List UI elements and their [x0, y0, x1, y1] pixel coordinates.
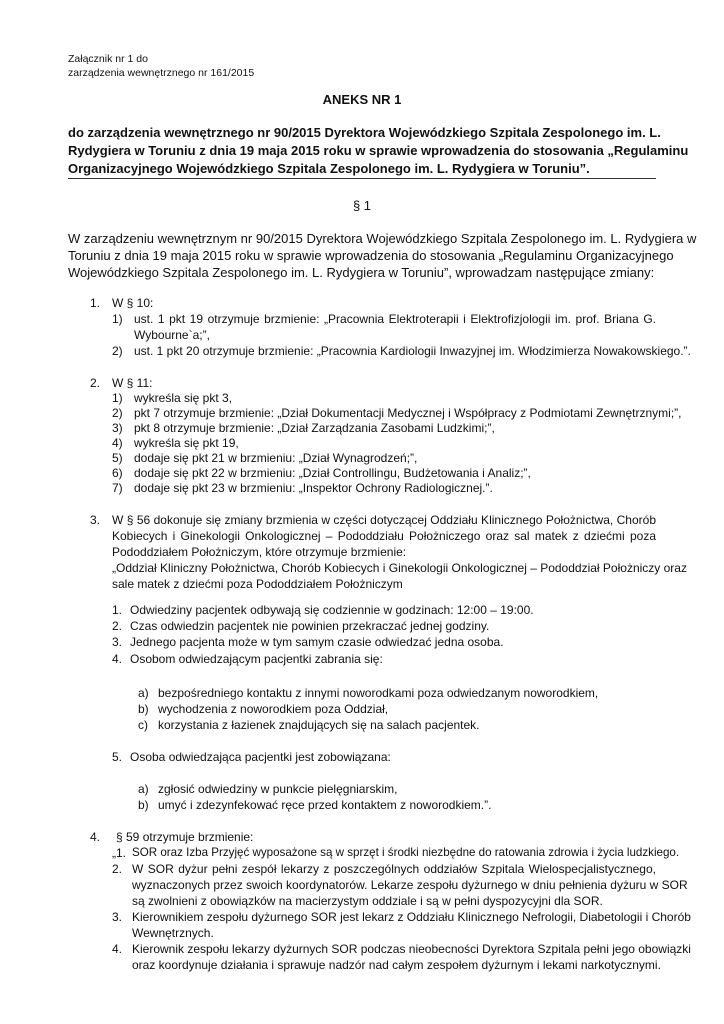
obliged-a-letter: a)	[138, 782, 149, 796]
subtitle-line-1: do zarządzenia wewnętrznego nr 90/2015 Dyrektora Wojewódzkiego Szpitala Zespolonego im. L.	[68, 125, 661, 140]
point-3-line-5: sale matek z dziećmi poza Pododdziałem Położniczym	[112, 577, 403, 591]
forbidden-c-text: korzystania z łazienek znajdujących się na salach pacjentek.	[158, 718, 480, 732]
point-2-item-6-text: dodaje się pkt 22 w brzmieniu: „Dział Controllingu, Budżetowania i Analiz;”,	[134, 466, 531, 480]
forbidden-a-text: bezpośredniego kontaktu z innymi noworodkami poza odwiedzanym noworodkiem,	[158, 686, 599, 700]
sor-item-3-line-2: Wewnętrznych.	[132, 926, 214, 940]
point-2-item-6-number: 6)	[112, 466, 123, 480]
intro-line-2: Toruniu z dnia 19 maja 2015 roku w sprawie wprowadzenia do stosowania „Regulaminu Organizacyjnego	[68, 248, 674, 263]
obliged-b-letter: b)	[138, 798, 149, 812]
point-1-number: 1.	[90, 296, 101, 310]
rule-3-text: Jednego pacjenta może w tym samym czasie odwiedzać jedna osoba.	[130, 635, 504, 649]
sor-item-4-number: 4.	[112, 942, 123, 956]
rule-1-number: 1.	[112, 603, 123, 617]
forbidden-b-text: wychodzenia z noworodkiem poza Oddział,	[158, 702, 389, 716]
point-2-item-2-text: pkt 7 otrzymuje brzmienie: „Dział Dokumentacji Medycznej i Współpracy z Podmiotami Zewnętrznymi;”,	[134, 406, 682, 420]
point-1-heading: W § 10:	[112, 296, 154, 310]
rule-2-number: 2.	[112, 619, 123, 633]
point-3-number: 3.	[90, 513, 101, 527]
point-2-item-5-text: dodaje się pkt 21 w brzmieniu: „Dział Wynagrodzeń;”,	[134, 451, 418, 465]
obliged-a-text: zgłosić odwiedziny w punkcie pielęgniarskim,	[158, 782, 398, 796]
rule-1-text: Odwiedziny pacjentek odbywają się codziennie w godzinach: 12:00 – 19:00.	[130, 603, 534, 617]
point-2-item-1-number: 1)	[112, 391, 123, 405]
section-heading: § 1	[352, 198, 372, 213]
point-2-item-2-number: 2)	[112, 406, 123, 420]
rule-4-text: Osobom odwiedzającym pacjentki zabrania się:	[130, 652, 383, 666]
intro-line-3: Wojewódzkiego Szpitala Zespolonego im. L. Rydygiera w Toruniu”, wprowadzam następujące zmiany:	[68, 265, 655, 280]
point-2-heading: W § 11:	[112, 376, 153, 390]
point-3-line-3: Pododdziałem Położniczym, które otrzymuje brzmienie:	[112, 545, 407, 559]
sor-item-4-line-2: oraz koordynuje działania i sprawuje nadzór nad całym zespołem dyżurnym i lekami narkotycznymi.	[132, 958, 661, 972]
point-1-item-1-line-1: ust. 1 pkt 19 otrzymuje brzmienie: „Pracownia Elektroterapii i Elektrofizjologii im. prof. Briana G.	[134, 312, 656, 326]
point-2-item-4-number: 4)	[112, 436, 123, 450]
intro-line-1: W zarządzeniu wewnętrznym nr 90/2015 Dyrektora Wojewódzkiego Szpitala Zespolonego im. L. Rydygiera w	[68, 231, 697, 246]
sor-item-2-line-3: są zwolnieni z obowiązków na macierzystym oddziale i są w pełni dyspozycyjni dla SOR.	[132, 894, 603, 908]
rule-2-text: Czas odwiedzin pacjentek nie powinien przekraczać jednej godziny.	[130, 619, 490, 633]
point-1-item-2-line-1: ust. 1 pkt 20 otrzymuje brzmienie: „Pracownia Kardiologii Inwazyjnej im. Włodzimierza Nowakowskiego.”.	[134, 344, 691, 358]
rule-5-number: 5.	[112, 750, 123, 764]
title-divider	[68, 178, 656, 179]
sor-item-3-number: 3.	[112, 910, 123, 924]
point-2-number: 2.	[90, 376, 101, 390]
point-3-line-4: „Oddział Kliniczny Położnictwa, Chorób Kobiecych i Ginekologii Onkologicznej – Pododdział Położniczy oraz	[112, 561, 687, 575]
sor-item-2-line-2: wyznaczonych przez swoich koordynatorów. Lekarze zespołu dyżurnego w dniu pełnienia dyżuru w SOR	[132, 878, 688, 892]
point-2-item-1-text: wykreśla się pkt 3,	[134, 391, 233, 405]
obliged-b-text: umyć i zdezynfekować ręce przed kontaktem z noworodkiem.”.	[158, 798, 492, 812]
point-1-item-2-number: 2)	[112, 344, 123, 358]
sor-item-2-number: 2.	[112, 862, 123, 876]
sor-item-1-number: „1.	[112, 846, 127, 860]
forbidden-b-letter: b)	[138, 702, 149, 716]
subtitle-line-2: Rydygiera w Toruniu z dnia 19 maja 2015 roku w sprawie wprowadzenia do stosowania „Regulaminu	[68, 143, 689, 158]
rule-3-number: 3.	[112, 635, 123, 649]
sor-item-2-line-1: W SOR dyżur pełni zespół lekarzy z poszczególnych oddziałów Szpitala Wielospecjalistycznego,	[132, 862, 656, 876]
point-2-item-3-text: pkt 8 otrzymuje brzmienie: „Dział Zarządzania Zasobami Ludzkimi;”,	[134, 421, 495, 435]
attachment-line-1: Załącznik nr 1 do	[68, 53, 148, 65]
forbidden-a-letter: a)	[138, 686, 149, 700]
sor-item-3-line-1: Kierownikiem zespołu dyżurnego SOR jest lekarz z Oddziału Klinicznego Nefrologii, Diabetologii i Chorób	[132, 910, 691, 924]
point-4-heading: § 59 otrzymuje brzmienie:	[116, 830, 254, 844]
document-title: ANEKS NR 1	[322, 92, 402, 107]
point-2-item-7-number: 7)	[112, 481, 123, 495]
point-3-line-2: Kobiecych i Ginekologii Onkologicznej – Pododdziału Położniczego oraz sal matek z dziećmi poza	[112, 529, 656, 543]
point-1-item-1-number: 1)	[112, 312, 123, 326]
rule-5-text: Osoba odwiedzająca pacjentki jest zobowiązana:	[130, 750, 391, 764]
point-2-item-5-number: 5)	[112, 451, 123, 465]
forbidden-c-letter: c)	[138, 718, 148, 732]
point-2-item-3-number: 3)	[112, 421, 123, 435]
point-1-item-1-line-2: Wybourne`a;”,	[134, 328, 210, 342]
attachment-line-2: zarządzenia wewnętrznego nr 161/2015	[68, 67, 255, 79]
sor-item-4-line-1: Kierownik zespołu lekarzy dyżurnych SOR podczas nieobecności Dyrektora Szpitala pełni jego obowiązki	[132, 942, 691, 956]
rule-4-number: 4.	[112, 652, 123, 666]
point-2-item-7-text: dodaje się pkt 23 w brzmieniu: „Inspektor Ochrony Radiologicznej.”.	[134, 481, 493, 495]
point-3-line-1: W § 56 dokonuje się zmiany brzmienia w części dotyczącej Oddziału Klinicznego Położnictwa, Chorób	[112, 513, 656, 527]
sor-item-1-line-1: SOR oraz Izba Przyjęć wyposażone są w sprzęt i środki niezbędne do ratowania zdrowia i życia ludzkiego.	[132, 846, 680, 859]
point-4-number: 4.	[90, 830, 101, 844]
point-2-item-4-text: wykreśla się pkt 19,	[134, 436, 239, 450]
subtitle-line-3: Organizacyjnego Wojewódzkiego Szpitala Zespolonego im. L. Rydygiera w Toruniu”.	[68, 161, 590, 176]
